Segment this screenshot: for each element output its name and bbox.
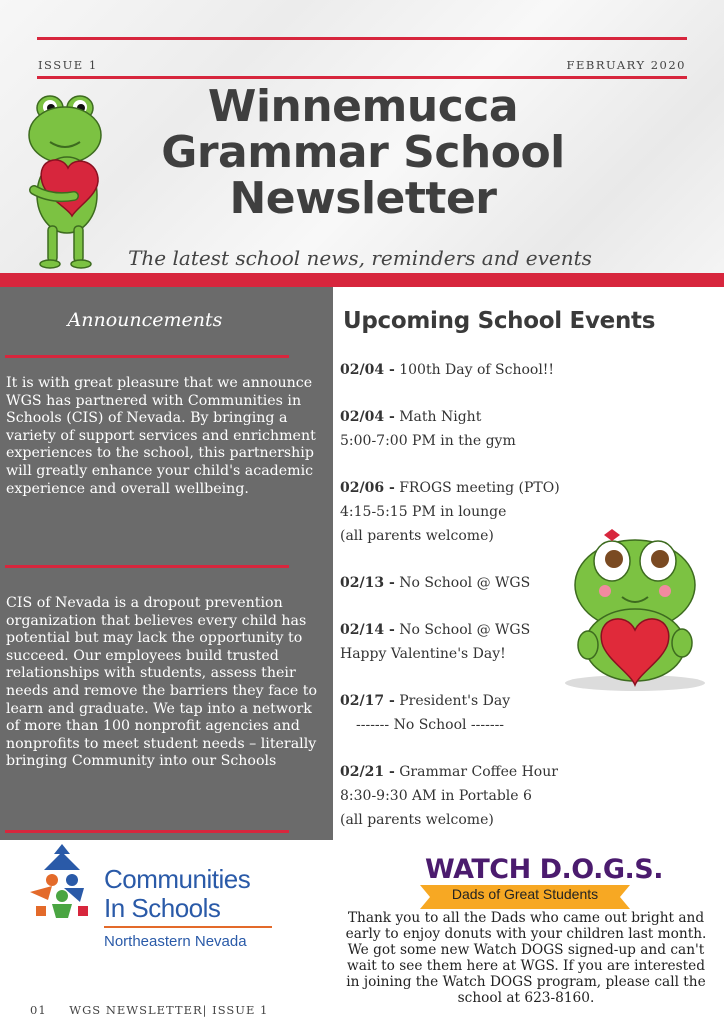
event-date: 02/14 - <box>340 622 395 638</box>
event-text: 100th Day of School!! <box>394 362 555 378</box>
page-number: 01 <box>30 1003 47 1017</box>
announcements-heading: Announcements <box>67 309 223 331</box>
title-line-1: Winnemucca <box>207 81 519 132</box>
event-text: FROGS meeting (PTO) <box>394 480 560 496</box>
announcements-rule-3 <box>5 830 289 833</box>
announcements-rule-1 <box>5 355 289 358</box>
event-item <box>340 405 610 453</box>
event-detail: (all parents welcome) <box>340 528 494 544</box>
cis-logo-line-1: Communities <box>104 864 251 894</box>
watch-dogs-body: Thank you to all the Dads who came out bright and early to enjoy donuts with your children last month. We got some new Watch DOGS signed-up and can't wait to see them here at WGS. If you are interested in joining the Watch DOGS program, please call the school at 623-8160. <box>345 910 707 1006</box>
title-line-2: Grammar School <box>161 127 565 178</box>
header-mid-rule <box>37 76 687 79</box>
event-detail: (all parents welcome) <box>340 812 494 828</box>
page-footer <box>30 1003 268 1017</box>
event-date: 02/04 - <box>340 409 395 425</box>
cis-logo-line-3: Northeastern Nevada <box>104 933 247 950</box>
newsletter-tagline: The latest school news, reminders and events <box>128 246 592 270</box>
event-detail: 8:30-9:30 AM in Portable 6 <box>340 788 532 804</box>
title-line-3: Newsletter <box>229 173 497 224</box>
event-date: 02/06 - <box>340 480 395 496</box>
announcements-panel <box>0 287 333 840</box>
watch-dogs-title: WATCH D.O.G.S. <box>425 854 664 885</box>
announcements-rule-2 <box>5 565 289 568</box>
event-date: 02/04 - <box>340 362 395 378</box>
header-top-rule <box>37 37 687 40</box>
footer-label: WGS NEWSLETTER| ISSUE 1 <box>69 1003 269 1017</box>
event-detail: ------- No School ------- <box>356 717 505 733</box>
newsletter-title <box>118 81 608 224</box>
event-item <box>340 358 610 382</box>
cis-logo-line-2: In Schools <box>104 893 221 923</box>
issue-date: FEBRUARY 2020 <box>566 58 686 72</box>
event-date: 02/17 - <box>340 693 395 709</box>
event-item <box>340 760 610 832</box>
event-text: Math Night <box>394 409 482 425</box>
announcement-paragraph-1: It is with great pleasure that we announce WGS has partnered with Communities in Schools (CIS) of Nevada. By bringing a variety of support services and enrichment experiences to the school, this partnership will greatly enhance your child's academic experience and overall wellbeing. <box>6 375 316 497</box>
event-date: 02/21 - <box>340 764 395 780</box>
header-red-band <box>0 273 724 287</box>
events-heading: Upcoming School Events <box>343 308 656 334</box>
announcement-paragraph-2: CIS of Nevada is a dropout prevention organization that believes every child has potential but may lack the opportunity to succeed. Our employees build trusted relationships with students, assess their needs and remove the barriers they face to learn and graduate. We tap into a network of more than 100 nonprofit agencies and nonprofits to meet student needs – literally bringing Community into our Schools <box>6 595 318 770</box>
event-text: President's Day <box>394 693 511 709</box>
event-detail: 5:00-7:00 PM in the gym <box>340 433 516 449</box>
event-date: 02/13 - <box>340 575 395 591</box>
newsletter-header <box>0 0 724 285</box>
girl-frog-with-heart-illustration <box>560 525 710 695</box>
event-item <box>340 689 610 737</box>
event-detail: Happy Valentine's Day! <box>340 646 506 662</box>
event-detail: 4:15-5:15 PM in lounge <box>340 504 507 520</box>
event-text: No School @ WGS <box>394 575 531 591</box>
frog-with-heart-illustration <box>22 90 112 270</box>
event-text: Grammar Coffee Hour <box>394 764 558 780</box>
watch-dogs-banner-text: Dads of Great Students <box>451 886 599 902</box>
issue-label: ISSUE 1 <box>38 58 98 72</box>
event-text: No School @ WGS <box>394 622 531 638</box>
cis-logo-rule <box>104 926 272 928</box>
